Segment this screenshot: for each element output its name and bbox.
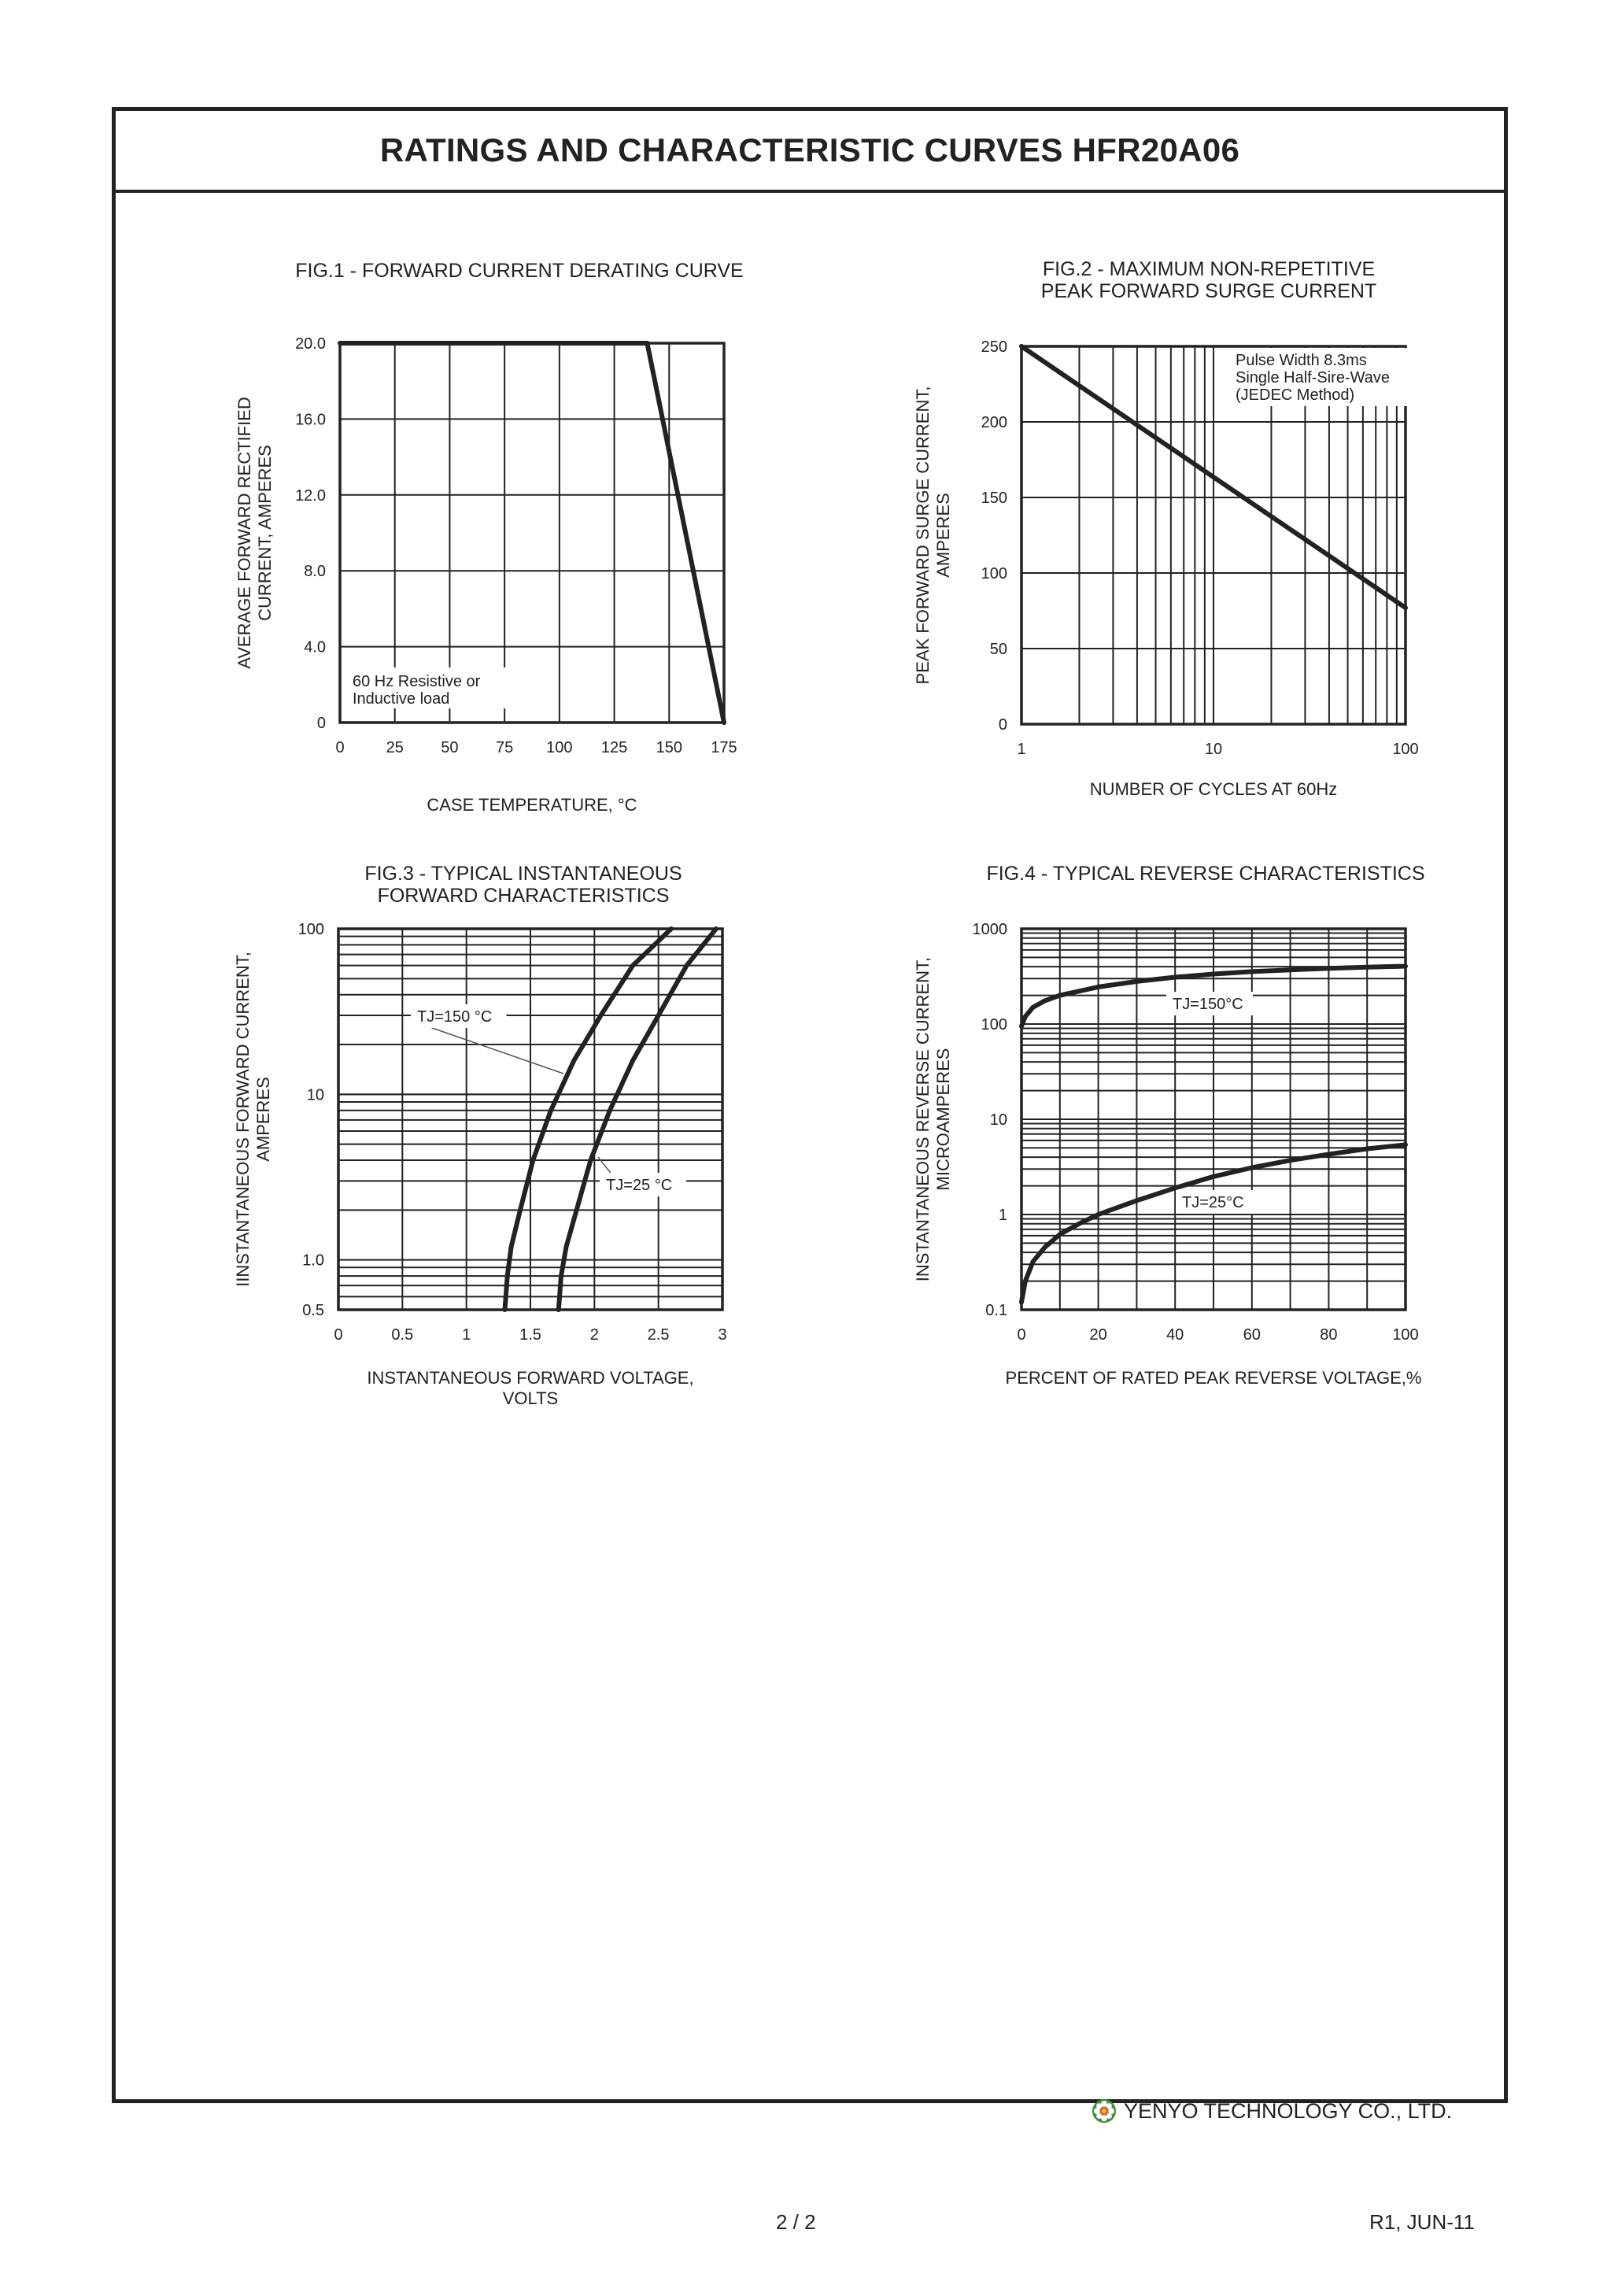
x-tick-label: 2 — [589, 1326, 599, 1344]
y-tick-label: 50 — [989, 641, 1007, 658]
chart-title: FIG.1 - FORWARD CURRENT DERATING CURVE — [295, 260, 744, 282]
x-tick-label: 75 — [496, 739, 514, 756]
yenyo-flower-logo-icon — [1091, 2098, 1117, 2124]
x-tick-label: 40 — [1166, 1326, 1184, 1344]
annotation-text: Inductive load — [353, 690, 450, 708]
grid-lines — [338, 929, 722, 1310]
x-tick-label: 80 — [1320, 1326, 1338, 1344]
y-tick-label: 0.1 — [985, 1302, 1007, 1319]
y-tick-label: 16.0 — [295, 411, 326, 429]
chart-title: FORWARD CHARACTERISTICS — [377, 885, 670, 907]
y-tick-label: 250 — [981, 338, 1007, 356]
chart-fig1 — [235, 260, 744, 815]
y-tick-label: 20.0 — [295, 335, 326, 353]
y-tick-label: 0 — [998, 716, 1007, 734]
x-tick-label: 100 — [546, 739, 573, 756]
page-title: RATINGS AND CHARACTERISTIC CURVES HFR20A06 — [379, 131, 1240, 168]
x-axis-label: VOLTS — [502, 1388, 559, 1408]
x-tick-label: 100 — [1392, 1326, 1419, 1344]
y-axis-label: CURRENT, AMPERES — [255, 445, 275, 621]
annotation-text: Single Half-Sire-Wave — [1236, 369, 1390, 386]
x-tick-label: 0 — [335, 739, 345, 756]
series-label: TJ=25°C — [1182, 1194, 1244, 1211]
company-footer — [1091, 2095, 1452, 2127]
y-axis-label: INSTANTANEOUS REVERSE CURRENT, — [913, 956, 933, 1282]
chart-fig2 — [913, 258, 1419, 799]
y-axis-label: AMPERES — [253, 1077, 273, 1162]
y-tick-label: 150 — [981, 490, 1007, 507]
annotation-text: Pulse Width 8.3ms — [1236, 352, 1367, 369]
y-tick-label: 10 — [989, 1111, 1007, 1129]
y-axis-label: AMPERES — [933, 493, 953, 578]
x-axis-label: NUMBER OF CYCLES AT 60Hz — [1089, 779, 1338, 799]
x-tick-label: 1 — [1017, 741, 1026, 758]
chart-title: FIG.3 - TYPICAL INSTANTANEOUS — [364, 863, 682, 885]
y-axis-label: AVERAGE FORWARD RECTIFIED — [235, 397, 254, 669]
chart-fig3 — [233, 863, 727, 1408]
grid-lines — [340, 343, 724, 723]
y-tick-label: 12.0 — [295, 486, 326, 505]
y-tick-label: 10 — [306, 1086, 324, 1104]
x-tick-label: 0.5 — [391, 1326, 414, 1344]
chart-fig4 — [913, 863, 1425, 1388]
x-tick-label: 60 — [1243, 1326, 1261, 1344]
y-tick-label: 8.0 — [304, 563, 326, 581]
grid-lines — [1021, 929, 1406, 1310]
y-tick-label: 1 — [998, 1207, 1007, 1224]
company-name: YENYO TECHNOLOGY CO., LTD. — [1124, 2098, 1453, 2123]
x-tick-label: 100 — [1392, 741, 1419, 758]
y-tick-label: 100 — [981, 565, 1007, 582]
x-tick-label: 2.5 — [647, 1326, 670, 1344]
x-axis-label: INSTANTANEOUS FORWARD VOLTAGE, — [367, 1368, 694, 1388]
x-tick-label: 25 — [386, 739, 404, 756]
x-tick-label: 1 — [462, 1326, 471, 1344]
chart-title: PEAK FORWARD SURGE CURRENT — [1040, 280, 1377, 302]
y-tick-label: 1.0 — [302, 1252, 324, 1270]
plot-frame — [340, 343, 724, 723]
x-tick-label: 20 — [1089, 1326, 1107, 1344]
x-tick-label: 150 — [656, 739, 682, 756]
chart-title: FIG.2 - MAXIMUM NON-REPETITIVE — [1042, 258, 1376, 280]
y-tick-label: 0.5 — [302, 1302, 324, 1319]
x-tick-label: 175 — [711, 739, 737, 756]
y-axis-label: IINSTANTANEOUS FORWARD CURRENT, — [233, 952, 253, 1287]
label-leader — [419, 1023, 563, 1074]
y-tick-label: 100 — [981, 1016, 1007, 1033]
x-tick-label: 1.5 — [519, 1326, 541, 1344]
x-tick-label: 3 — [718, 1326, 727, 1344]
annotation-text: (JEDEC Method) — [1236, 386, 1355, 404]
x-tick-label: 125 — [600, 739, 628, 756]
page-number: 2 / 2 — [776, 2210, 816, 2234]
x-tick-label: 0 — [334, 1326, 343, 1344]
x-tick-label: 0 — [1017, 1326, 1026, 1344]
y-tick-label: 0 — [316, 715, 326, 732]
y-tick-label: 4.0 — [304, 638, 326, 656]
annotation-text: 60 Hz Resistive or — [353, 673, 481, 690]
y-axis-label: PEAK FORWARD SURGE CURRENT, — [913, 386, 933, 685]
x-axis-label: PERCENT OF RATED PEAK REVERSE VOLTAGE,% — [1005, 1368, 1422, 1388]
x-axis-label: CASE TEMPERATURE, °C — [427, 795, 637, 815]
series-label: TJ=25 °C — [606, 1177, 673, 1194]
x-tick-label: 50 — [441, 739, 459, 756]
series-label: TJ=150 °C — [417, 1008, 493, 1026]
y-tick-label: 100 — [297, 921, 324, 938]
series-label: TJ=150°C — [1173, 996, 1243, 1013]
x-tick-label: 10 — [1204, 741, 1223, 758]
revision-label: R1, JUN-11 — [1369, 2210, 1475, 2234]
series-line — [340, 343, 724, 723]
y-tick-label: 200 — [981, 414, 1007, 431]
chart-title: FIG.4 - TYPICAL REVERSE CHARACTERISTICS — [986, 863, 1425, 885]
y-axis-label: MICROAMPERES — [933, 1048, 953, 1191]
y-tick-label: 1000 — [972, 921, 1007, 938]
